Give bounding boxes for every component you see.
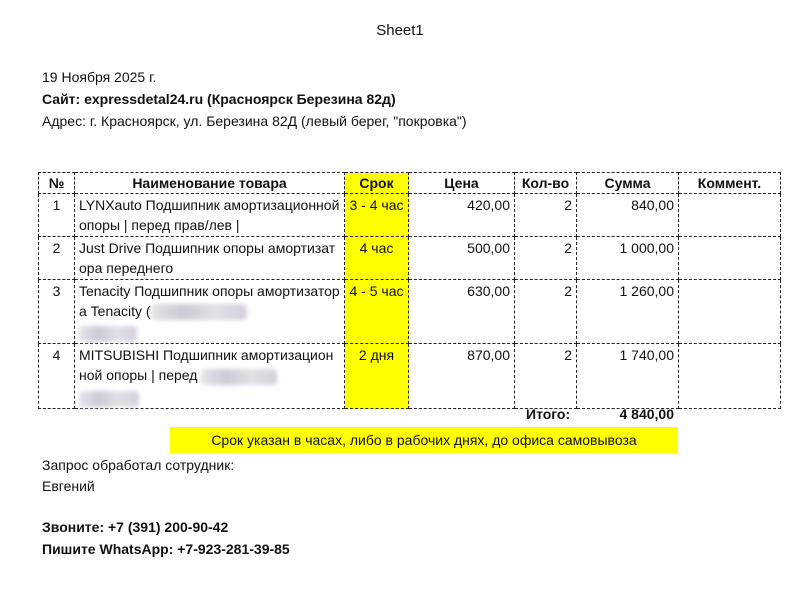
row-comment — [679, 237, 781, 280]
row-num: 1 — [39, 194, 75, 237]
row-name: Tenacity Подшипник опоры амортизатора Tenacity ( — [79, 283, 340, 319]
row-qty: 2 — [515, 194, 577, 237]
row-price: 630,00 — [409, 280, 515, 344]
row-num: 2 — [39, 237, 75, 280]
col-header-qty: Кол-во — [515, 173, 577, 194]
col-header-price: Цена — [409, 173, 515, 194]
col-header-name: Наименование товара — [75, 173, 345, 194]
row-sum: 1 000,00 — [577, 237, 679, 280]
row-price: 420,00 — [409, 194, 515, 237]
row-name: Just Drive Подшипник опоры амортизатора переднего — [75, 237, 345, 280]
col-header-comment: Коммент. — [679, 173, 781, 194]
row-term: 3 - 4 час — [345, 194, 409, 237]
table-row — [39, 344, 781, 409]
redacted-text — [79, 391, 139, 407]
col-header-term: Срок — [345, 173, 409, 194]
row-term: 4 - 5 час — [345, 280, 409, 344]
row-comment — [679, 344, 781, 409]
redacted-text — [201, 369, 277, 385]
row-sum: 840,00 — [577, 194, 679, 237]
site-line: Сайт: expressdetal24.ru (Красноярск Березина 82д) — [42, 91, 396, 107]
row-num: 3 — [39, 280, 75, 344]
row-name-cell — [75, 344, 345, 409]
row-sum: 1 260,00 — [577, 280, 679, 344]
col-header-num: № — [39, 173, 75, 194]
total-label: Итого: — [526, 406, 571, 422]
row-name: LYNXauto Подшипник амортизационной опоры | перед прав/лев | — [75, 194, 345, 237]
document-date: 19 Ноября 2025 г. — [42, 69, 157, 85]
row-price: 870,00 — [409, 344, 515, 409]
row-name-cell — [75, 280, 345, 344]
row-sum: 1 740,00 — [577, 344, 679, 409]
table-row — [39, 194, 781, 237]
row-price: 500,00 — [409, 237, 515, 280]
processed-by-label: Запрос обработал сотрудник: — [42, 457, 235, 473]
row-qty: 2 — [515, 237, 577, 280]
row-comment — [679, 280, 781, 344]
table-row — [39, 237, 781, 280]
row-term: 4 час — [345, 237, 409, 280]
row-num: 4 — [39, 344, 75, 409]
address-line: Адрес: г. Красноярск, ул. Березина 82Д (левый берег, "покровка") — [42, 113, 467, 129]
redacted-text — [79, 326, 137, 342]
row-qty: 2 — [515, 280, 577, 344]
row-qty: 2 — [515, 344, 577, 409]
table-row — [39, 280, 781, 344]
row-term: 2 дня — [345, 344, 409, 409]
items-table — [38, 172, 781, 409]
phone-line: Звоните: +7 (391) 200-90-42 — [42, 519, 229, 535]
row-name: MITSUBISHI Подшипник амортизационной опоры | перед — [79, 347, 334, 384]
redacted-text — [151, 304, 247, 320]
whatsapp-line: Пишите WhatsApp: +7-923-281-39-85 — [42, 541, 290, 557]
table-header-row — [39, 173, 781, 194]
sheet-title: Sheet1 — [376, 22, 424, 39]
total-value: 4 840,00 — [619, 406, 674, 422]
row-comment — [679, 194, 781, 237]
employee-name: Евгений — [42, 478, 95, 494]
col-header-sum: Сумма — [577, 173, 679, 194]
delivery-note: Срок указан в часах, либо в рабочих днях, до офиса самовывоза — [170, 427, 678, 453]
